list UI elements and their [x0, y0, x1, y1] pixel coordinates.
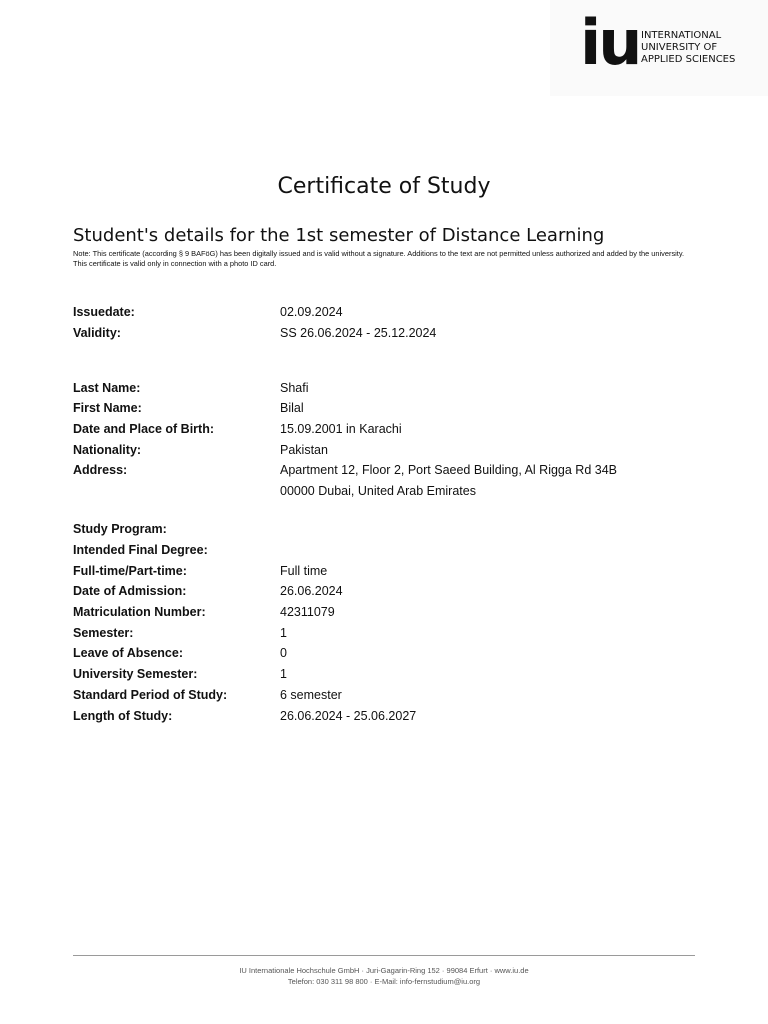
field-value: 02.09.2024	[280, 305, 343, 319]
field-value: SS 26.06.2024 - 25.12.2024	[280, 326, 437, 340]
field-value: 1	[280, 626, 287, 640]
footer-contact: Telefon: 030 311 98 800 · E-Mail: info-fernstudium@iu.org	[287, 977, 481, 986]
field-label: Standard Period of Study:	[73, 688, 228, 702]
row-nationality	[73, 440, 695, 460]
field-value: 26.06.2024 - 25.06.2027	[280, 709, 417, 723]
field-value: 0	[280, 646, 287, 660]
university-logo: iu	[580, 6, 640, 79]
field-value: Apartment 12, Floor 2, Port Saeed Building, Al Rigga Rd 34B	[280, 463, 617, 477]
field-value: 26.06.2024	[280, 584, 343, 598]
row-address-line-2	[73, 481, 695, 501]
footer-divider	[73, 955, 695, 956]
field-label: Full-time/Part-time:	[73, 564, 187, 578]
field-value: Bilal	[280, 401, 304, 415]
field-label: University Semester:	[73, 667, 198, 681]
row-first-name	[73, 398, 695, 418]
row-last-name	[73, 378, 695, 398]
field-label: Intended Final Degree:	[73, 543, 208, 557]
field-value: Pakistan	[280, 443, 328, 457]
row-study-mode	[73, 561, 695, 581]
row-standard-period	[73, 685, 695, 705]
field-label: Matriculation Number:	[73, 605, 206, 619]
row-final-degree	[73, 540, 695, 560]
field-label: Date of Admission:	[73, 584, 187, 598]
field-label: Issuedate:	[73, 305, 135, 319]
field-label: Study Program:	[73, 522, 167, 536]
row-matriculation	[73, 602, 695, 622]
field-value: 00000 Dubai, United Arab Emirates	[280, 484, 476, 498]
row-university-semester	[73, 664, 695, 684]
field-label: Semester:	[73, 626, 134, 640]
row-semester	[73, 623, 695, 643]
field-label: First Name:	[73, 401, 142, 415]
field-value: 42311079	[280, 605, 335, 619]
row-leave-of-absence	[73, 643, 695, 663]
document-subtitle: Student's details for the 1st semester of Distance Learning	[73, 225, 605, 246]
university-name-line: APPLIED SCIENCES	[641, 54, 736, 65]
validity-note: Note: This certificate (according § 9 BAFöG) has been digitally issued and is valid without a signature. Additions to the text are not permitted unless authorized and added by the university. This certificate is valid only in connection with a photo ID card.	[73, 249, 685, 268]
document-title: Certificate of Study	[277, 174, 491, 199]
field-label: Last Name:	[73, 381, 141, 395]
field-label: Address:	[73, 463, 128, 477]
field-value: Shafi	[280, 381, 309, 395]
row-admission-date	[73, 581, 695, 601]
field-value: 1	[280, 667, 287, 681]
footer	[0, 965, 768, 987]
field-label: Validity:	[73, 326, 121, 340]
university-name-line: INTERNATIONAL	[641, 30, 722, 41]
row-birth	[73, 419, 695, 439]
row-issuedate	[73, 302, 695, 322]
field-value: 15.09.2001 in Karachi	[280, 422, 402, 436]
row-validity	[73, 323, 695, 343]
university-name-line: UNIVERSITY OF	[641, 42, 718, 53]
field-label: Length of Study:	[73, 709, 173, 723]
field-label: Date and Place of Birth:	[73, 422, 214, 436]
university-name	[641, 30, 735, 66]
row-address	[73, 460, 695, 480]
field-value: 6 semester	[280, 688, 342, 702]
row-study-program	[73, 519, 695, 539]
field-value: Full time	[280, 564, 328, 578]
field-label: Leave of Absence:	[73, 646, 183, 660]
row-length-of-study	[73, 706, 695, 726]
field-label: Nationality:	[73, 443, 142, 457]
footer-address: IU Internationale Hochschule GmbH · Juri-Gagarin-Ring 152 · 99084 Erfurt · www.iu.de	[239, 966, 529, 975]
